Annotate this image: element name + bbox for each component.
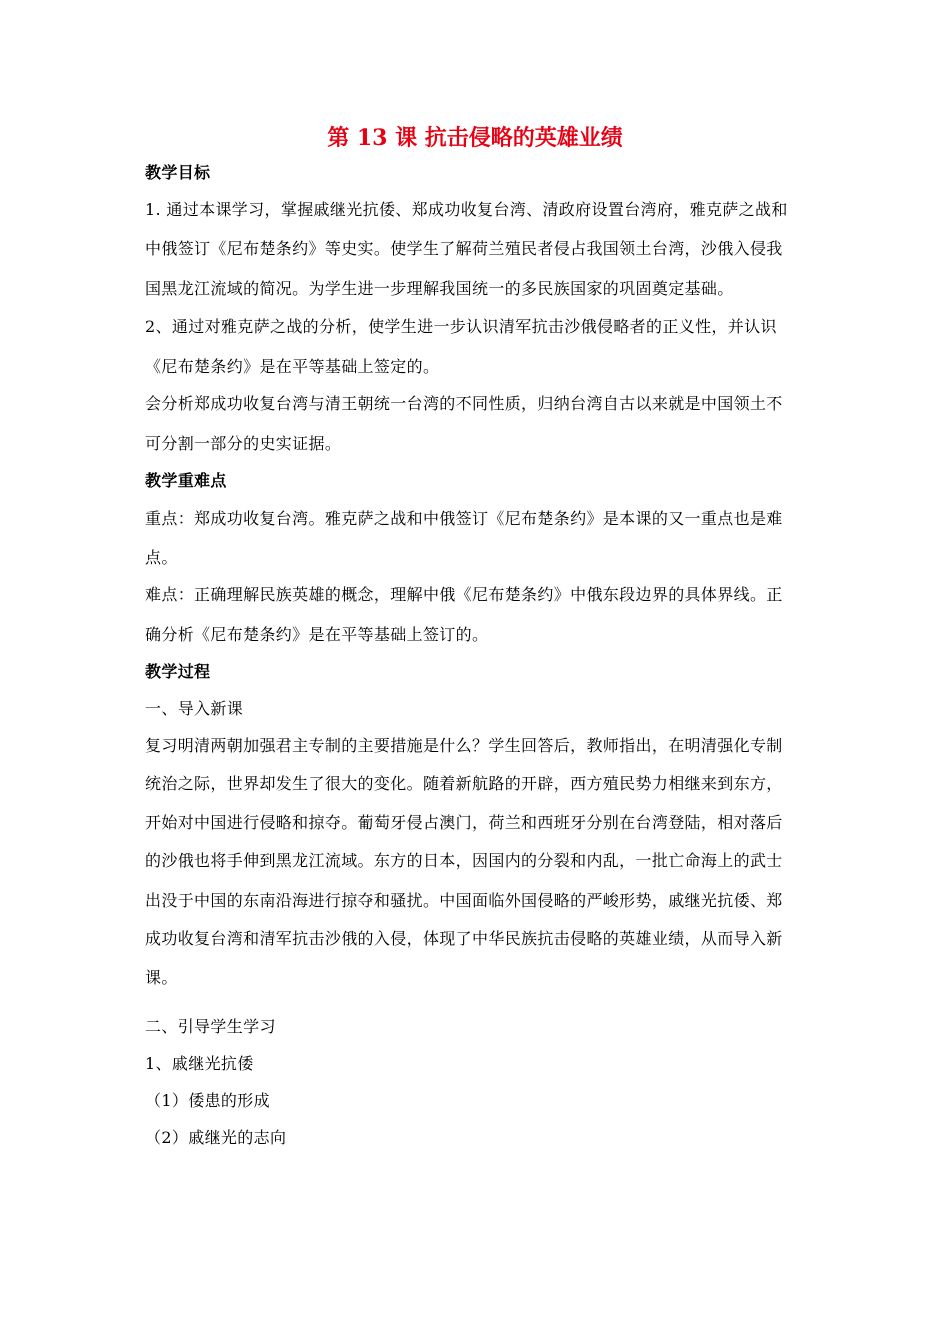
body-text-line: 《尼布楚条约》是在平等基础上签定的。: [145, 357, 440, 376]
body-text-line: 统治之际，世界却发生了很大的变化。随着新航路的开辟，西方殖民势力相继来到东方，: [145, 774, 783, 793]
body-text-line: 1. 通过本课学习，掌握戚继光抗倭、郑成功收复台湾、清政府设置台湾府，雅克萨之战和: [145, 200, 788, 219]
body-text-line: 可分割一部分的史实证据。: [145, 434, 342, 453]
section-heading: 教学目标: [145, 163, 211, 182]
body-text-line: 点。: [145, 548, 178, 567]
body-text-line: 出没于中国的东南沿海进行掠夺和骚扰。中国面临外国侵略的严峻形势，戚继光抗倭、郑: [145, 891, 783, 910]
section-heading: 教学重难点: [145, 471, 227, 490]
body-text-line: （2）戚继光的志向: [145, 1128, 287, 1147]
body-text-line: 开始对中国进行侵略和掠夺。葡萄牙侵占澳门，荷兰和西班牙分别在台湾登陆，相对落后: [145, 813, 783, 832]
body-text-line: （1）倭患的形成: [145, 1091, 270, 1110]
body-text-line: 二、引导学生学习: [145, 1017, 276, 1036]
section-heading: 教学过程: [145, 662, 211, 681]
body-text-line: 一、导入新课: [145, 699, 244, 718]
document-title: 第 13 课 抗击侵略的英雄业绩: [327, 125, 623, 151]
body-text-line: 重点：郑成功收复台湾。雅克萨之战和中俄签订《尼布楚条约》是本课的又一重点也是难: [145, 509, 783, 528]
body-text-line: 会分析郑成功收复台湾与清王朝统一台湾的不同性质，归纳台湾自古以来就是中国领土不: [145, 394, 783, 413]
body-text-line: 成功收复台湾和清军抗击沙俄的入侵，体现了中华民族抗击侵略的英雄业绩，从而导入新: [145, 929, 783, 948]
body-text-line: 的沙俄也将手伸到黑龙江流域。东方的日本，因国内的分裂和内乱，一批亡命海上的武士: [145, 851, 783, 870]
body-text-line: 课。: [145, 968, 178, 987]
body-text-line: 2、通过对雅克萨之战的分析，使学生进一步认识清军抗击沙俄侵略者的正义性，并认识: [145, 317, 777, 336]
body-text-line: 中俄签订《尼布楚条约》等史实。使学生了解荷兰殖民者侵占我国领土台湾，沙俄入侵我: [145, 239, 783, 258]
body-text-line: 难点：正确理解民族英雄的概念，理解中俄《尼布楚条约》中俄东段边界的具体界线。正: [145, 585, 783, 604]
body-text-line: 国黑龙江流域的简况。为学生进一步理解我国统一的多民族国家的巩固奠定基础。: [145, 279, 734, 298]
body-text-line: 确分析《尼布楚条约》是在平等基础上签订的。: [145, 625, 489, 644]
body-text-line: 1、戚继光抗倭: [145, 1054, 254, 1073]
body-text-line: 复习明清两朝加强君主专制的主要措施是什么？学生回答后，教师指出，在明清强化专制: [145, 736, 783, 755]
